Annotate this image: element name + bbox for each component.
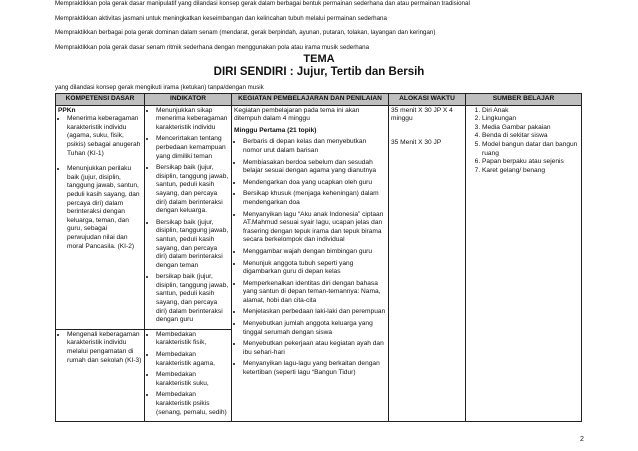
header-kegiatan: KEGIATAN PEMBELAJARAN DAN PENILAIAN — [232, 94, 389, 106]
list-item: • bersikap baik (jujur, disiplin, tanggung jawab, santun, peduli kasih sayang, dan percaya diri) dalam berinteraksi dengan guru — [156, 273, 229, 325]
kd-cell — [56, 105, 145, 329]
intro-line: Mempraktikkan pola gerak dasar manipulatif yang dilandasi konsep gerak dalam berbagai bentuk permainan sederhana dan atau permainan tradisional — [55, 0, 470, 7]
page-number: 2 — [580, 436, 584, 443]
list-item: • Membedakan karakteristik fisik, — [156, 331, 229, 348]
list-item: • Memperkenalkan identitas diri dengan bahasa yang santun di depan teman-temannya: Nama, alamat, hobi dan cita-cita — [243, 280, 386, 306]
list-item: • Menunjukkan sikap menerima keberagaman karakteristik individu — [156, 107, 229, 133]
table-header-row — [56, 94, 582, 106]
intro-text — [55, 0, 575, 58]
list-item: • Berbaris di depan kelas dan menyebutkan nomor urut dalam barisan — [243, 138, 386, 155]
kegiatan-cell — [232, 105, 389, 422]
list-item: • Bersikap baik (jujur, disiplin, tanggung jawab, santun, peduli kasih sayang, dan percaya diri) dalam berinteraksi dengan keluarga. — [156, 164, 229, 216]
alokasi-cell — [389, 105, 466, 422]
list-item: • Menggambar wajah dengan bimbingan guru — [243, 248, 386, 257]
header-sumber: SUMBER BELAJAR — [466, 94, 582, 106]
indikator-cell — [145, 105, 232, 329]
list-item: 4. Benda di sekitar siswa — [482, 132, 579, 141]
indikator-cell — [145, 329, 232, 421]
list-item: • Membedakan karakteristik psikis (senang, pemalu, sedih) — [156, 391, 229, 417]
list-item: • Mengenali keberagaman karakteristik individu melalui pengamatan di rumah dan sekolah (KI-3) — [67, 331, 142, 365]
list-item: • Bersikap khusuk (menjaga keheningan) dalam mendengarkan doa — [243, 190, 386, 207]
intro-line: Mempraktikkan aktivitas jasmani untuk meningkatkan keseimbangan dan kelincahan tubuh melalui permainan sederhana — [55, 14, 387, 22]
list-item: 7. Karet gelang/ benang — [482, 167, 579, 176]
subject-label: PPKn — [58, 106, 76, 114]
kd-cell — [56, 329, 145, 421]
list-item: • Menyebutkan pekerjaan atau kegiatan ayah dan ibu sehari-hari — [243, 340, 386, 357]
list-item: • Menyebutkan jumlah anggota keluarga yang tinggal serumah dengan siswa — [243, 320, 386, 337]
list-item: • Menjelaskan perbedaan laki-laki dan perempuan — [243, 308, 386, 317]
minggu-label: Minggu Pertama (21 topik) — [234, 126, 317, 134]
tema-title: DIRI SENDIRI : Jujur, Tertib dan Bersih — [213, 66, 425, 78]
list-item: • Menunjukkan perilaku baik (jujur, disiplin, tanggung jawab, santun, peduli kasih sayang, dan percaya diri) dalam berinteraksi dengan keluarga, teman, dan guru, sebagai perwujudan nilai dan moral Pancasila. (KI-2) — [67, 165, 142, 251]
list-item: • Bersikap baik (jujur, disiplin, tanggung jawab, santun, peduli kasih sayang, dan percaya diri) dalam berinteraksi dengan teman — [156, 219, 229, 271]
header-kompetensi: KOMPETENSI DASAR — [56, 94, 145, 106]
list-item: • Menerima keberagaman karakteristik individu (agama, suku, fisik, psikis) sebagai anugerah Tuhan (KI-1) — [67, 115, 142, 158]
list-item: • Membedakan karakteristik suku, — [156, 371, 229, 388]
sumber-cell — [466, 105, 582, 422]
list-item: • Mendengarkan doa yang ucapkan oleh guru — [243, 179, 386, 188]
list-item: • Membedakan karakteristik agama, — [156, 351, 229, 368]
list-item: • Menyanyikan lagu “Aku anak Indonesia” ciptaan AT.Mahmud sesuai syair lagu, ucapan jelas dan frasering dengan tepuk irama dan tepuk birama secara berkelompok dan individual — [243, 211, 386, 245]
tema-label: TEMA — [303, 53, 335, 65]
list-item: 3. Media Gambar pakaian — [482, 124, 579, 133]
list-item: 1. Diri Anak — [482, 107, 579, 116]
kegiatan-intro: Kegiatan pembelajaran pada tema ini akan ditempuh dalam 4 minggu — [234, 106, 360, 123]
list-item: 2. Lingkungan — [482, 115, 579, 124]
intro-line: Mempraktikkan berbagai pola gerak dominan dalam senam (mendarat, gerak berpindah, ayunan, putaran, tolakan, layangan dan keringan) — [55, 29, 436, 37]
list-item: • Menyanyikan lagu-lagu yang berkaitan dengan ketertiban (seperti lagu “Bangun Tidur) — [243, 360, 386, 377]
header-alokasi: ALOKASI WAKTU — [389, 94, 466, 106]
list-item: • Mencerirtakan tentang perbedaan kemampuan yang dimiliki teman — [156, 135, 229, 161]
intro-line: Mempraktikkan pola gerak dasar senam ritmik sederhana dengan menggunakan pola atau irama musik sederhana — [55, 43, 370, 51]
table-row — [56, 105, 582, 329]
list-item: 5. Model bangun datar dan bangun ruang — [482, 141, 579, 158]
alokasi-line: 35 menit X 30 JP X 4 minggu — [391, 106, 453, 123]
intro-last-line: yang dilandasi konsep gerak mengikuti irama (ketukan) tanpa/dengan musik — [55, 84, 264, 91]
header-indikator: INDIKATOR — [145, 94, 232, 106]
list-item: 6. Papan berpaku atau sejenis — [482, 158, 579, 167]
list-item: • Menunjuk anggota tubuh seperti yang digambarkan guru di depan kelas — [243, 260, 386, 277]
syllabus-table — [55, 93, 582, 422]
list-item: • Membiasakan berdoa sebelum dan sesudah belajar sesuai dengan agama yang dianutnya — [243, 159, 386, 176]
alokasi-line: 35 Menit X 30 JP — [391, 138, 442, 146]
